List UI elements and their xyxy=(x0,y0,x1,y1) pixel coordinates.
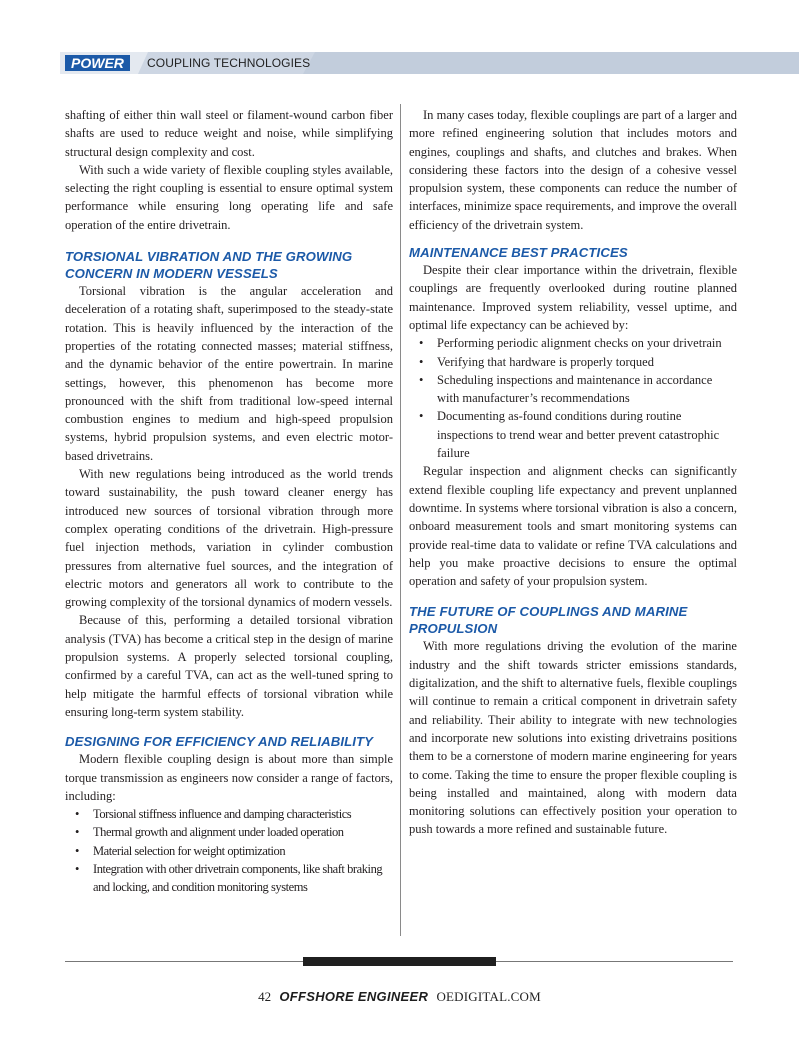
design-factors-list xyxy=(65,805,393,896)
column-divider xyxy=(400,104,401,936)
list-item: • Verifying that hardware is properly torqued xyxy=(409,353,737,371)
list-item: • Thermal growth and alignment under loaded operation xyxy=(65,823,393,841)
left-paragraph-4: With new regulations being introduced as the world trends toward sustainability, the push toward cleaner energy has introduced new sources of torsional vibration through more complex operating conditions of the drivetrain. High-pressure fuel injection methods, variation in cylinder combustion pressures from alternative fuel sources, and the integration of electric motors and generators all work to contribute to the growing complexity of the torsional dynamics of modern vessels. xyxy=(65,467,393,610)
left-paragraph-5: Because of this, performing a detailed torsional vibration analysis (TVA) has become a critical step in the design of marine propulsion systems. A properly selected torsional coupling, confirmed by a careful TVA, can act as the well-tuned spring to help mitigate the harmful effects of torsional vibration while ensuring long-term system stability. xyxy=(65,613,393,719)
left-paragraph-1: shafting of either thin wall steel or filament-wound carbon fiber shafts are used to reduce weight and noise, while simplifying structural design complexity and cost. xyxy=(65,108,393,159)
left-paragraph-3: Torsional vibration is the angular acceleration and deceleration of a rotating shaft, superimposed to the steady-state rotation. This is heavily influenced by the interaction of the properties of the rotating connected masses; material stiffness, and the dynamic behavior of the entire powertrain. In marine settings, however, this phenomenon has become more pronounced with the shift from traditional low-speed internal combustion engines to medium and high-speed propulsion systems, hybrid propulsion systems, and even electric motor-based drivetrains. xyxy=(65,284,393,463)
footer-bar xyxy=(303,957,496,966)
left-paragraph-6: Modern flexible coupling design is about more than simple torque transmission as engineers now consider a range of factors, including: xyxy=(65,752,393,803)
right-column xyxy=(409,106,737,839)
left-column xyxy=(65,106,393,897)
list-item: • Documenting as-found conditions during routine inspections to trend wear and better prevent catastrophic failure xyxy=(409,407,737,462)
page-number: 42 xyxy=(258,989,272,1004)
right-paragraph-3: Regular inspection and alignment checks can significantly extend flexible coupling life expectancy and prevent unplanned downtime. In systems where torsional vibration is also a concern, onboard measurement tools and smart monitoring systems can provide real-time data to validate or refine TVA calculations and help you make proactive decisions to ensure the optimal operation and safety of your propulsion system. xyxy=(409,464,737,589)
heading-designing-for-efficiency: DESIGNING FOR EFFICIENCY AND RELIABILITY xyxy=(65,734,374,750)
subsection-label: COUPLING TECHNOLOGIES xyxy=(147,56,311,70)
list-item: • Material selection for weight optimization xyxy=(65,842,393,860)
list-item: • Integration with other drivetrain components, like shaft braking and locking, and condition monitoring systems xyxy=(65,860,393,897)
magazine-name: OFFSHORE ENGINEER xyxy=(279,989,429,1004)
heading-future-of-couplings: THE FUTURE OF COUPLINGS AND MARINE PROPULSION xyxy=(409,604,688,637)
page-footer xyxy=(0,988,799,1006)
right-paragraph-2: Despite their clear importance within the drivetrain, flexible couplings are frequently overlooked during routine planned maintenance. Improved system reliability, vessel uptime, and optimal life expectancy can be achieved by: xyxy=(409,263,737,332)
right-paragraph-1: In many cases today, flexible couplings are part of a larger and more refined engineering solution that includes motors and engines, couplings and shafts, and clutches and brakes. When considering these factors into the design of a cohesive vessel propulsion system, these components can reduce the number of interfaces, minimize space requirements, and improve the overall efficiency of the drivetrain system. xyxy=(409,108,737,232)
page-header xyxy=(0,52,799,74)
section-label: POWER xyxy=(65,55,130,71)
heading-maintenance-best-practices: MAINTENANCE BEST PRACTICES xyxy=(409,245,628,261)
right-paragraph-4: With more regulations driving the evolution of the marine industry and the shift towards stricter emissions standards, digitalization, and the shift to alternative fuels, flexible couplings will continue to remain a critical component in drivetrain safety and reliability. Their ability to integrate with new technologies and incorporate new solutions into existing drivetrains positions them to be a cornerstone of modern marine engineering for years to come. Taking the time to ensure the proper flexible coupling is being installed and maintained, along with modern data monitoring solutions can effectively position your operation to push towards a more refined and sustainable future. xyxy=(409,639,737,837)
left-paragraph-2: With such a wide variety of flexible coupling styles available, selecting the right coupling is essential to ensure optimal system performance while ensuring long operating life and safe operation of the entire drivetrain. xyxy=(65,162,393,232)
heading-torsional-vibration: TORSIONAL VIBRATION AND THE GROWING CONCERN IN MODERN VESSELS xyxy=(65,249,353,282)
website-link[interactable]: OEDIGITAL.COM xyxy=(436,989,541,1004)
maintenance-list xyxy=(409,334,737,462)
list-item: • Performing periodic alignment checks on your drivetrain xyxy=(409,334,737,352)
header-accent-band xyxy=(315,52,799,74)
list-item: • Torsional stiffness influence and damping characteristics xyxy=(65,805,393,823)
list-item: • Scheduling inspections and maintenance in accordance with manufacturer’s recommendations xyxy=(409,371,737,408)
